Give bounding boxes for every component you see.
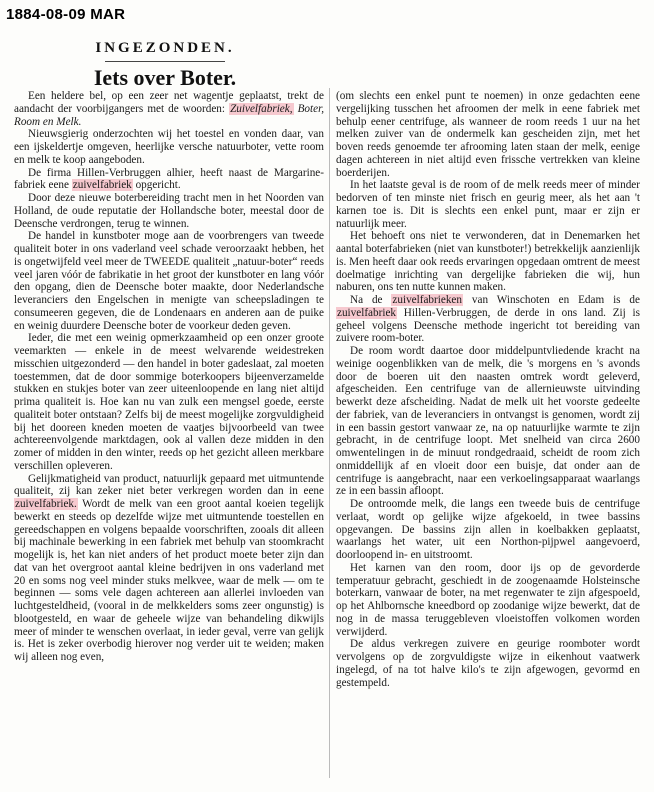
paragraph-text: Boter, Room en Melk. [14,102,324,128]
paragraph-text: De firma Hillen-Verbruggen alhier, heeft naast de Margarine-fabriek eene [14,166,324,192]
heading-rule [105,61,225,62]
article-header [0,40,330,91]
highlighted-term: zuivelfabriek [337,306,397,319]
paragraph-text: Wordt de melk van een groot aantal koeien tegelijk bewerkt en steeds op dezelfde wijze met uitmuntende toestellen en gereedschappen en volgens bepaalde voorschriften, zooals dit alleen bij machinale bewerking in een fabriek met behulp van stoomkracht mogelijk is, het kan niet anders of het product moete beter zijn dan dat van het overgroot aantal kleine bedrijven in ons vaderland met 20 en soms nog veel minder stuks melkvee, waar de melk — om te beginnen — soms vele dagen achtereen aan allerlei invloeden van luchtgesteldheid, (vooral in de melkkelders soms zeer ongunstig) is blootgesteld, en waar de geheele wijze van behandeling dikwijls meer of minder te wenschen overlaat, in ieder geval, verre van gelijk is. Het is zeker overbodig hierover nog verder uit te weiden; maken wij alleen nog even, [14,498,324,663]
paragraph: Het behoeft ons niet te verwonderen, dat in Denemarken het aantal boterfabrieken (niet van kunstboter!) betrekkelijk aanzienlijk is. Men heeft daar ook reeds ervaringen opgedaan omtrent de meest doelmatige inrichting van dergelijke fabrieken die wij, hun naburen, ons ten nutte kunnen maken. [336,230,640,294]
paragraph [14,167,324,193]
paragraph: (om slechts een enkel punt te noemen) in onze gedachten eene vergelijking tusschen het afroomen der melk in eene fabriek met behulp eener centrifuge, als wanneer de room reeds 1 uur na het melken zuiver van de ondermelk kan gescheiden zijn, met het boven reeds genoemde ter afrooming laten staan der melk, eenige dagen achtereen in niet altijd even frissche vertrekken van kleine boerderijen. [336,90,640,179]
paragraph: Ieder, die met een weinig opmerkzaamheid op een onzer groote veemarkten — enkele in de meest welvarende weidestreken misschien uitgezonderd — den handel in boter gadeslaat, zal moeten toestemmen, dat de door sommige boterkoopers bijeenverzamelde stukken en stukjes boter van zeer uiteenloopende en lang niet altijd prima qualiteit is. Hoe kan nu van zulk een mengsel goede, eerste qualiteit boter ontstaan? Zelfs bij de meest mogelijke zorgvuldigheid bij het dooreen kneden moeten de vaatjes bijvoorbeeld van twee achtereenvolgende marktdagen, ook al vallen deze midden in den zomer of midden in den winter, reeds op het gezicht alleen merkbare verschillen opleveren. [14,332,324,472]
paragraph: Nieuwsgierig onderzochten wij het toestel en vonden daar, van een ijskeldertje omgeven, heerlijke versche natuurboter, vette room en melk te koop aangeboden. [14,128,324,166]
highlighted-term: zuivelfabriek [72,179,132,192]
paragraph-text: van Winschoten en Edam is de [462,294,640,306]
highlighted-term: zuivelfabriek. [15,498,77,510]
paragraph: In het laatste geval is de room of de melk reeds meer of minder bedorven of ten minste niet frisch en geurig meer, als het aan 't karnen toe is. Dit is slechts een enkel punt, maar er zijn er natuurlijk meer. [336,179,640,230]
paragraph-text: Na de [350,294,392,306]
paragraph: Door deze nieuwe boterbereiding tracht men in het Noorden van Holland, de oude reputatie der Hollandsche boter, meestal door de Deensche verdrongen, terug te winnen. [14,192,324,230]
paragraph [14,90,324,128]
paragraph-text: Hillen-Verbruggen, de derde in ons land. Zij is geheel volgens Deensche methode ingericht tot bereiding van zuivere room-boter. [336,306,640,345]
paragraph-text: opgericht. [132,179,181,192]
article-title: Iets over Boter. [93,65,237,90]
paragraph: De aldus verkregen zuivere en geurige roomboter wordt vervolgens op de zorgvuldigste wijze in eikenhout vaatwerk ingelegd, of na tot halve kilo's te zijn afgewogen, gevormd en gestempeld. [336,638,640,689]
highlighted-term: zuivelfabrieken [392,294,462,306]
section-heading: INGEZONDEN. [95,40,235,56]
highlighted-term: Zuivelfabriek, [230,102,293,115]
date-stamp: 1884-08-09 MAR [6,6,126,23]
paragraph: Het karnen van den room, door ijs op de gevorderde temperatuur gebracht, geschiedt in de zoogenaamde Holsteinsche boterkarn, vanwaar de boter, na met regenwater te zijn afgespoeld, op het Ahlbornsche kneedbord op zoodanige wijze bewerkt, dat de nog in de massa teruggebleven vloeistoffen volkomen worden verwijderd. [336,561,640,638]
paragraph [336,294,640,345]
paragraph [14,473,324,664]
paragraph-text: Een heldere bel, op een zeer net wagentje geplaatst, trekt de aandacht der voorbijgangers met de woorden: [14,90,324,115]
right-column [336,90,640,689]
paragraph-text: Gelijkmatigheid van product, natuurlijk gepaard met uitmuntende qualiteit, zij kan zeker niet beter verkregen worden dan in eene [14,472,324,498]
paragraph: De room wordt daartoe door middelpuntvliedende kracht na weinige oogenblikken van de melk, die 's morgens en 's avonds door de boeren uit den naasten omtrek wordt geleverd, afgescheiden. Een centrifuge van de allernieuwste uitvinding bewerkt deze afscheiding. Nadat de melk uit het voorste gedeelte der fabriek, van de leveranciers in ontvangst is genomen, wordt zij in een bassin gestort vanwaar ze, na op natuurlijke warmte te zijn gebracht, in de centrifuge loopt. Met snelheid van circa 2600 omwentelingen in de minuut rondgedraaid, scheidt de room zich onmiddellijk af en vloeit door een buisje, dat onder aan de centrifuge is aangebracht, naar een verkoelingsapparaat waarlangs ze in een bassin afloopt. [336,345,640,498]
paragraph: De ontroomde melk, die langs een tweede buis de centrifuge verlaat, wordt op gelijke wijze afgekoeld, in twee bassins opgevangen. De bassins zijn allen in koelbakken geplaatst, waarlangs het water, uit een Northon-pijpwel aangevoerd, doorloopend in- en uitstroomt. [336,498,640,561]
column-divider [329,88,330,778]
paragraph: De handel in kunstboter moge aan de voorbrengers van tweede qualiteit boter in ons vaderland veel schade veroorzaakt hebben, het is ongetwijfeld veel meer de TWEEDE qualiteit „natuur-boter“ reeds veel jaren vóór de fabrikatie in het groot der kunstboter en lang vóór den opgang, dien de Deensche boter maakte, door Nederlandsche leveranciers den Engelschen in menigte van scheepsladingen te consumeeren gegeven, die de Londenaars en anderen aan de puike en weinig duurdere Deensche boter de voorkeur deden geven. [14,230,324,332]
left-column [14,90,324,664]
